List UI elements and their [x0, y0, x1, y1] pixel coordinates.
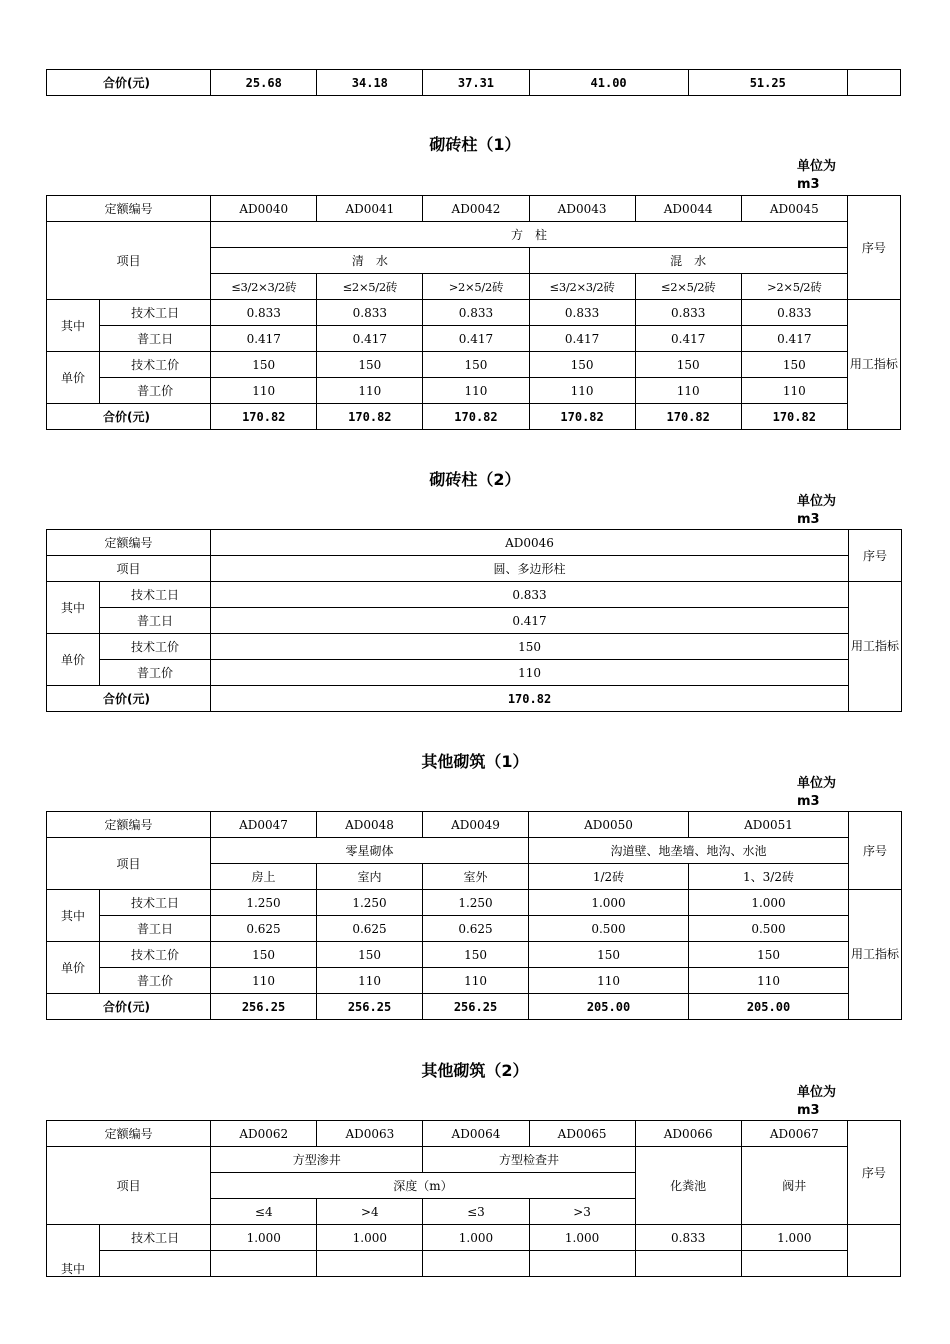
item-label: 项目 [47, 222, 211, 300]
labor-index-label: 用工指标 [849, 582, 902, 712]
value-cell: 150 [529, 352, 635, 378]
value-cell: 1.000 [529, 890, 689, 916]
value-cell: 1.000 [423, 1225, 529, 1251]
quota-code: AD0048 [317, 812, 423, 838]
group-header: 方 柱 [211, 222, 848, 248]
value-cell: 0.625 [211, 916, 317, 942]
group-header: 零星砌体 [211, 838, 529, 864]
item-name: 化粪池 [635, 1147, 741, 1225]
seq-label: 序号 [849, 812, 902, 890]
total-label: 合价(元) [47, 404, 211, 430]
value-cell: 1.250 [211, 890, 317, 916]
quota-code: AD0046 [211, 530, 849, 556]
total-value: 256.25 [211, 994, 317, 1020]
value-cell: 150 [317, 942, 423, 968]
spec-cell: 房上 [211, 864, 317, 890]
table-clip [0, 1120, 950, 1276]
seq-label: 序号 [847, 1121, 900, 1225]
spec-cell: ≤3/2×3/2砖 [529, 274, 635, 300]
value-cell: 150 [211, 352, 317, 378]
quota-code: AD0049 [423, 812, 529, 838]
quota-code: AD0062 [211, 1121, 317, 1147]
total-value: 170.82 [741, 404, 847, 430]
total-value: 170.82 [423, 404, 529, 430]
total-value: 256.25 [423, 994, 529, 1020]
code-label: 定额编号 [47, 1121, 211, 1147]
item-label: 项目 [47, 1147, 211, 1225]
value-cell: 110 [529, 378, 635, 404]
spec-cell: >2×5/2砖 [423, 274, 529, 300]
value-cell: 0.417 [741, 326, 847, 352]
value-cell: 150 [317, 352, 423, 378]
danjia-label: 单价 [47, 634, 100, 686]
row-label: 技术工日 [100, 890, 211, 916]
value-cell: 0.500 [529, 916, 689, 942]
qizhong-label: 其中 [47, 300, 100, 352]
value-cell [211, 1251, 317, 1277]
seq-label: 序号 [849, 530, 902, 582]
quota-code: AD0043 [529, 196, 635, 222]
danjia-label: 单价 [47, 942, 100, 994]
value-cell: 110 [211, 660, 849, 686]
row-label: 普工日 [100, 916, 211, 942]
value-cell: 0.417 [529, 326, 635, 352]
spec-cell: >2×5/2砖 [741, 274, 847, 300]
total-value: 41.00 [529, 70, 688, 96]
quota-code: AD0040 [211, 196, 317, 222]
value-cell: 110 [689, 968, 849, 994]
value-cell: 0.833 [635, 300, 741, 326]
total-label: 合价(元) [47, 994, 211, 1020]
depth-header: 深度（m） [211, 1173, 635, 1199]
total-value: 205.00 [529, 994, 689, 1020]
value-cell: 110 [317, 968, 423, 994]
qizhong-label: 其中 [47, 582, 100, 634]
spec-cell: ≤3/2×3/2砖 [211, 274, 317, 300]
total-value: 25.68 [211, 70, 317, 96]
total-value: 37.31 [423, 70, 529, 96]
value-cell: 0.833 [317, 300, 423, 326]
item-label: 项目 [47, 838, 211, 890]
spec-cell: 1/2砖 [529, 864, 689, 890]
value-cell [741, 1251, 847, 1277]
subgroup-header: 清 水 [211, 248, 529, 274]
code-label: 定额编号 [47, 196, 211, 222]
code-label: 定额编号 [47, 530, 211, 556]
total-value: 205.00 [689, 994, 849, 1020]
value-cell [635, 1251, 741, 1277]
spec-cell: 室外 [423, 864, 529, 890]
row-label: 普工价 [100, 968, 211, 994]
row-label: 普工价 [100, 378, 211, 404]
value-cell: 0.625 [317, 916, 423, 942]
value-cell: 0.833 [423, 300, 529, 326]
value-cell: 110 [211, 378, 317, 404]
other-masonry-table-1 [46, 811, 902, 1020]
total-value: 170.82 [317, 404, 423, 430]
unit-label: 单位为 m3 [797, 159, 837, 192]
value-cell: 0.417 [211, 326, 317, 352]
quota-code: AD0066 [635, 1121, 741, 1147]
value-cell: 150 [689, 942, 849, 968]
value-cell: 150 [741, 352, 847, 378]
value-cell: 150 [423, 352, 529, 378]
section-title: 其他砌筑（1） [421, 752, 529, 771]
subgroup-header: 混 水 [529, 248, 847, 274]
total-label: 合价(元) [47, 686, 211, 712]
unit-label: 单位为 m3 [797, 1085, 837, 1118]
spec-cell: ≤2×5/2砖 [635, 274, 741, 300]
spec-cell: 室内 [317, 864, 423, 890]
total-value: 34.18 [317, 70, 423, 96]
value-cell: 0.833 [211, 300, 317, 326]
spec-cell: ≤3 [423, 1199, 529, 1225]
spec-cell: >4 [317, 1199, 423, 1225]
row-label: 普工价 [100, 660, 211, 686]
row-label [100, 1251, 211, 1277]
spec-cell: 1、3/2砖 [689, 864, 849, 890]
row-label: 技术工日 [100, 300, 211, 326]
total-value: 256.25 [317, 994, 423, 1020]
spec-cell: >3 [529, 1199, 635, 1225]
section-title: 砌砖柱（2） [429, 470, 521, 489]
brick-column-table-1 [46, 195, 901, 430]
row-label: 技术工日 [100, 582, 211, 608]
empty-cell [847, 1225, 900, 1277]
value-cell: 110 [635, 378, 741, 404]
row-label: 技术工日 [100, 1225, 211, 1251]
total-label: 合价(元) [47, 70, 211, 96]
quota-code: AD0051 [689, 812, 849, 838]
qizhong-label: 其中 [47, 890, 100, 942]
value-cell: 0.500 [689, 916, 849, 942]
value-cell: 110 [741, 378, 847, 404]
quota-code: AD0045 [741, 196, 847, 222]
quota-code: AD0044 [635, 196, 741, 222]
labor-index-label: 用工指标 [847, 300, 900, 430]
value-cell: 0.833 [741, 300, 847, 326]
spec-cell: ≤2×5/2砖 [317, 274, 423, 300]
danjia-label: 单价 [47, 352, 100, 404]
quota-code: AD0065 [529, 1121, 635, 1147]
value-cell: 1.000 [317, 1225, 423, 1251]
row-label: 技术工价 [100, 352, 211, 378]
quota-code: AD0067 [741, 1121, 847, 1147]
total-value: 170.82 [529, 404, 635, 430]
quota-code: AD0041 [317, 196, 423, 222]
item-name: 圆、多边形柱 [211, 556, 849, 582]
row-label: 普工日 [100, 608, 211, 634]
value-cell: 1.000 [529, 1225, 635, 1251]
value-cell: 150 [423, 942, 529, 968]
value-cell: 0.417 [211, 608, 849, 634]
value-cell: 0.833 [635, 1225, 741, 1251]
total-value: 51.25 [688, 70, 847, 96]
value-cell: 0.417 [317, 326, 423, 352]
seq-label: 序号 [847, 196, 900, 300]
value-cell: 110 [317, 378, 423, 404]
value-cell: 110 [423, 968, 529, 994]
group-header: 方型检查井 [423, 1147, 635, 1173]
value-cell: 0.417 [635, 326, 741, 352]
value-cell: 150 [211, 634, 849, 660]
row-label: 普工日 [100, 326, 211, 352]
section-title: 其他砌筑（2） [421, 1061, 529, 1080]
total-value: 170.82 [211, 686, 849, 712]
value-cell: 150 [635, 352, 741, 378]
labor-index-label: 用工指标 [849, 890, 902, 1020]
item-label: 项目 [47, 556, 211, 582]
total-value: 170.82 [211, 404, 317, 430]
total-value: 170.82 [635, 404, 741, 430]
code-label: 定额编号 [47, 812, 211, 838]
unit-label: 单位为 m3 [797, 776, 837, 809]
group-header: 方型渗井 [211, 1147, 423, 1173]
value-cell: 110 [211, 968, 317, 994]
row-label: 技术工价 [100, 942, 211, 968]
quota-code: AD0050 [529, 812, 689, 838]
top-total-table [46, 69, 901, 96]
group-header: 沟道壁、地垄墙、地沟、水池 [529, 838, 849, 864]
section-title: 砌砖柱（1） [429, 135, 521, 154]
value-cell: 1.000 [741, 1225, 847, 1251]
value-cell: 1.000 [211, 1225, 317, 1251]
other-masonry-table-2 [46, 1120, 901, 1277]
empty-cell [847, 70, 900, 96]
value-cell: 0.417 [423, 326, 529, 352]
value-cell: 0.833 [529, 300, 635, 326]
value-cell: 1.250 [423, 890, 529, 916]
value-cell: 150 [529, 942, 689, 968]
value-cell: 0.625 [423, 916, 529, 942]
unit-label: 单位为 m3 [797, 494, 837, 527]
brick-column-table-2 [46, 529, 902, 712]
value-cell: 110 [423, 378, 529, 404]
quota-code: AD0063 [317, 1121, 423, 1147]
value-cell: 110 [529, 968, 689, 994]
qizhong-label: 其中 [47, 1225, 100, 1277]
value-cell [423, 1251, 529, 1277]
quota-code: AD0064 [423, 1121, 529, 1147]
quota-code: AD0042 [423, 196, 529, 222]
item-name: 阀井 [741, 1147, 847, 1225]
spec-cell: ≤4 [211, 1199, 317, 1225]
value-cell [529, 1251, 635, 1277]
row-label: 技术工价 [100, 634, 211, 660]
value-cell [317, 1251, 423, 1277]
value-cell: 150 [211, 942, 317, 968]
value-cell: 1.250 [317, 890, 423, 916]
value-cell: 1.000 [689, 890, 849, 916]
value-cell: 0.833 [211, 582, 849, 608]
quota-code: AD0047 [211, 812, 317, 838]
